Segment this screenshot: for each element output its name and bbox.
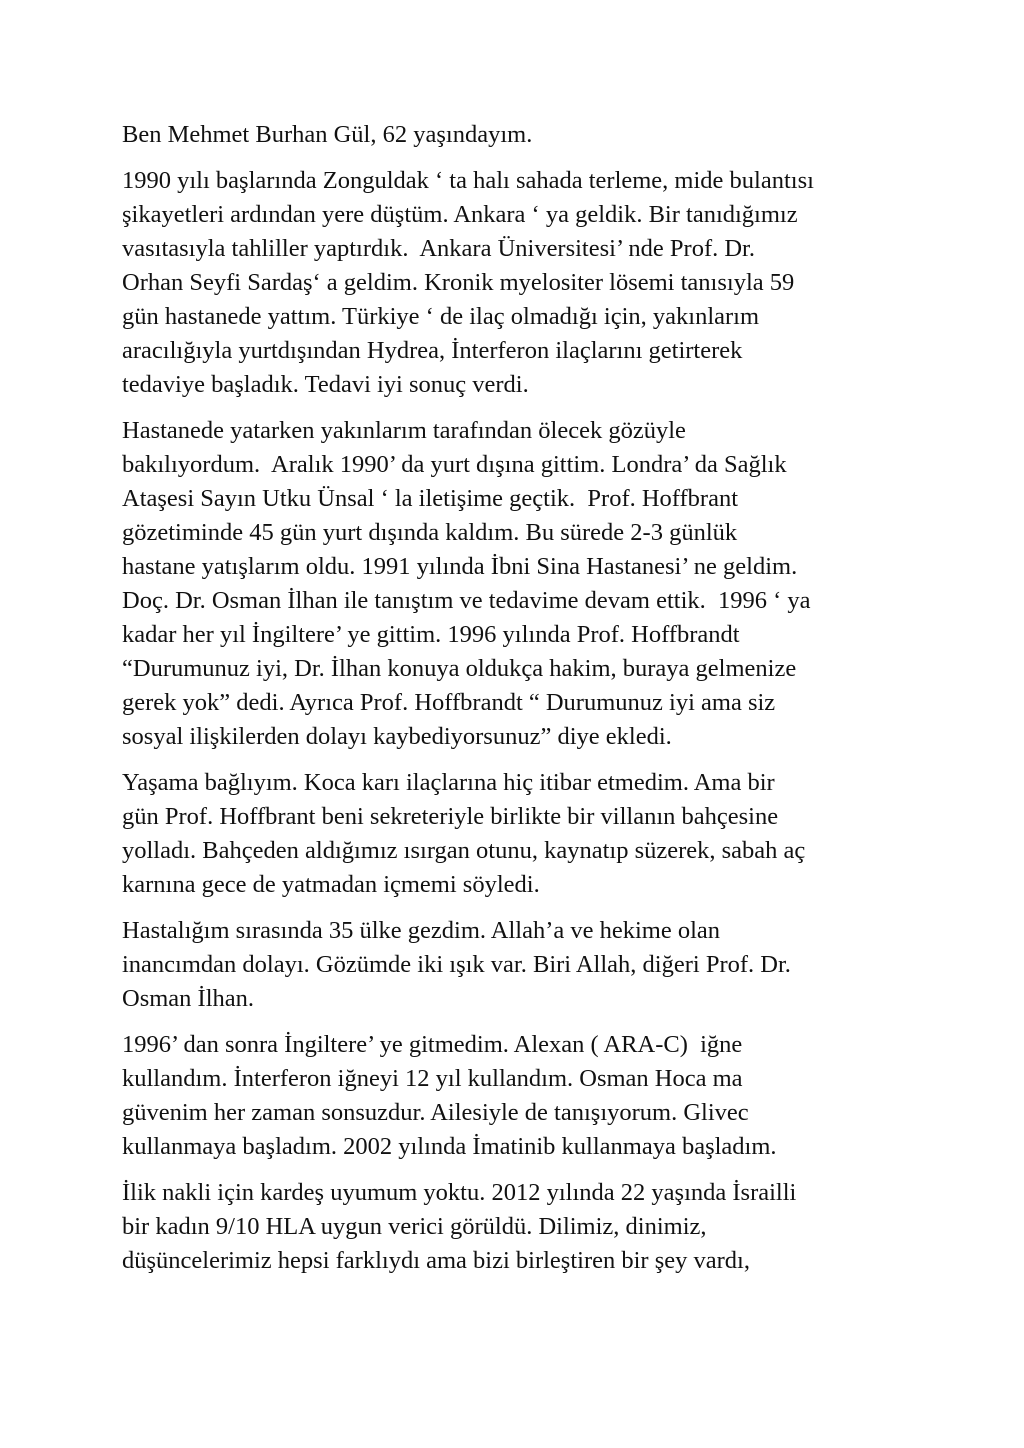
paragraph-herbal-remedy [122, 766, 912, 902]
text-line: gün hastanede yattım. Türkiye ‘ de ilaç olmadığı için, yakınlarım [122, 303, 760, 330]
paragraph-faith [122, 914, 912, 1016]
paragraph-medication [122, 1028, 912, 1164]
text-line: gözetiminde 45 gün yurt dışında kaldım. Bu sürede 2-3 günlük [122, 519, 738, 546]
text-line: 1996’ dan sonra İngiltere’ ye gitmedim. Alexan ( ARA-C) iğne [122, 1031, 743, 1058]
document-body [122, 118, 912, 1290]
text-line: kullanmaya başladım. 2002 yılında İmatinib kullanmaya başladım. [122, 1133, 777, 1160]
text-line: Ben Mehmet Burhan Gül, 62 yaşındayım. [122, 121, 533, 148]
text-line: Doç. Dr. Osman İlhan ile tanıştım ve tedavime devam ettik. 1996 ‘ ya [122, 587, 811, 614]
text-line: kullandım. İnterferon iğneyi 12 yıl kullandım. Osman Hoca ma [122, 1065, 743, 1092]
text-line: 1990 yılı başlarında Zonguldak ‘ ta halı sahada terleme, mide bulantısı [122, 167, 814, 194]
text-line: “Durumunuz iyi, Dr. İlhan konuya oldukça hakim, buraya gelmenize [122, 655, 797, 682]
text-line: yolladı. Bahçeden aldığımız ısırgan otunu, kaynatıp süzerek, sabah aç [122, 837, 806, 864]
text-line: aracılığıyla yurtdışından Hydrea, İnterferon ilaçlarını getirterek [122, 337, 743, 364]
paragraph-diagnosis [122, 164, 912, 402]
text-line: karnına gece de yatmadan içmemi söyledi. [122, 871, 540, 898]
text-line: kadar her yıl İngiltere’ ye gittim. 1996 yılında Prof. Hoffbrandt [122, 621, 740, 648]
paragraph-transplant [122, 1176, 912, 1278]
text-line: gerek yok” dedi. Ayrıca Prof. Hoffbrandt “ Durumunuz iyi ama siz [122, 689, 776, 716]
text-line: İlik nakli için kardeş uyumum yoktu. 2012 yılında 22 yaşında İsrailli [122, 1179, 797, 1206]
text-line: Osman İlhan. [122, 985, 254, 1012]
paragraph-intro [122, 118, 912, 152]
text-line: düşüncelerimiz hepsi farklıydı ama bizi birleştiren bir şey vardı, [122, 1247, 750, 1274]
text-line: Hastanede yatarken yakınlarım tarafından ölecek gözüyle [122, 417, 686, 444]
text-line: Yaşama bağlıyım. Koca karı ilaçlarına hiç itibar etmedim. Ama bir [122, 769, 775, 796]
text-line: gün Prof. Hoffbrant beni sekreteriyle birlikte bir villanın bahçesine [122, 803, 779, 830]
text-line: bir kadın 9/10 HLA uygun verici görüldü. Dilimiz, dinimiz, [122, 1213, 707, 1240]
text-line: Orhan Seyfi Sardaş‘ a geldim. Kronik myelositer lösemi tanısıyla 59 [122, 269, 795, 296]
paragraph-abroad-treatment [122, 414, 912, 754]
text-line: tedaviye başladık. Tedavi iyi sonuç verdi. [122, 371, 529, 398]
text-line: vasıtasıyla tahliller yaptırdık. Ankara Üniversitesi’ nde Prof. Dr. [122, 235, 755, 262]
text-line: sosyal ilişkilerden dolayı kaybediyorsunuz” diye ekledi. [122, 723, 672, 750]
text-line: bakılıyordum. Aralık 1990’ da yurt dışına gittim. Londra’ da Sağlık [122, 451, 787, 478]
text-line: inancımdan dolayı. Gözümde iki ışık var. Biri Allah, diğeri Prof. Dr. [122, 951, 791, 978]
text-line: Hastalığım sırasında 35 ülke gezdim. Allah’a ve hekime olan [122, 917, 721, 944]
text-line: güvenim her zaman sonsuzdur. Ailesiyle de tanışıyorum. Glivec [122, 1099, 749, 1126]
text-line: hastane yatışlarım oldu. 1991 yılında İbni Sina Hastanesi’ ne geldim. [122, 553, 798, 580]
text-line: şikayetleri ardından yere düştüm. Ankara ‘ ya geldik. Bir tanıdığımız [122, 201, 798, 228]
text-line: Ataşesi Sayın Utku Ünsal ‘ la iletişime geçtik. Prof. Hoffbrant [122, 485, 739, 512]
